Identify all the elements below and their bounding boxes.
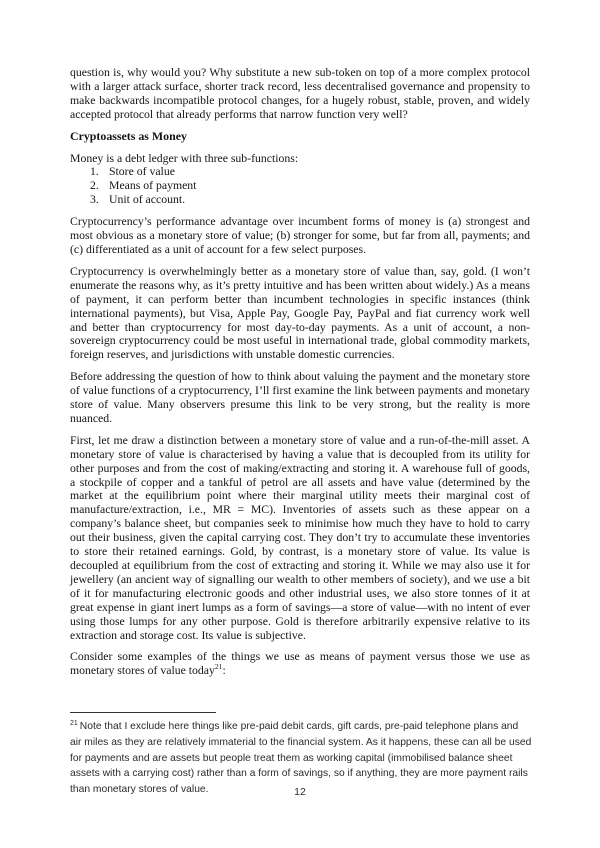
list-item-label: Unit of account. xyxy=(109,193,186,207)
paragraph-monetary-store-distinction: First, let me draw a distinction between a monetary store of value and a run-of-the-mill asset. A monetary store of value is characterised by having a value that is decoupled from its utility for other purposes and from the cost of making/extracting and storing it. A warehouse full of goods, a stockpile of copper and a tankful of petrol are all assets and have value (determined by the market at the equilibrium point where their marginal utility meets their marginal cost of manufacture/extraction, i.e., MR = MC). Inventories of assets such as these appear on a company’s balance sheet, but companies seek to minimise how much they have to hold to carry out their business, given the capital carrying cost. They don’t try to accumulate these inventories to store their retained earnings. Gold, by contrast, is a monetary store of value. Its value is decoupled at equilibrium from the cost of extracting and storing it. While we may also use it for jewellery (an ancient way of signalling our wealth to other members of society), and we use a bit of it for manufacturing electronic goods and other industrial uses, we also store tonnes of it at great expense in giant inert lumps as a form of savings—a store of value—with no intent of ever using those lumps for any other purpose. Gold is therefore arbitrarily expensive relative to its extraction and storage cost. Its value is subjective. xyxy=(70,433,530,642)
footnote-reference: 21 xyxy=(214,662,223,672)
footnote-marker: 21 xyxy=(70,719,78,727)
section-heading: Cryptoassets as Money xyxy=(70,128,187,143)
page-number: 12 xyxy=(294,786,306,798)
list-item-number: 2. xyxy=(90,179,99,193)
paragraph-money-intro: Money is a debt ledger with three sub-functions: xyxy=(70,151,299,165)
list-item xyxy=(70,165,530,179)
list-item-label: Means of payment xyxy=(109,179,197,193)
closing-text: Consider some examples of the things we use as means of payment versus those we use as monetary stores of value today xyxy=(70,650,530,678)
list-item xyxy=(70,179,530,193)
paragraph-store-of-value-comparison: Cryptocurrency is overwhelmingly better as a monetary store of value than, say, gold. (I won’t enumerate the reasons why, as it’s pretty intuitive and has been written about widely.) As a means of payment, it can perform better than incumbent technologies in specific instances (think international payments), but Visa, Apple Pay, Google Pay, PayPal and fiat currency work well and better than cryptocurrency for most day-to-day payments. As a unit of account, a non-sovereign cryptocurrency could be most useful in international trade, global commodity markets, foreign reserves, and jurisdictions with unstable domestic currencies. xyxy=(70,264,530,362)
closing-colon: : xyxy=(222,664,226,678)
list-item-label: Store of value xyxy=(109,165,175,179)
paragraph-payments-link: Before addressing the question of how to think about valuing the payment and the monetary store of value functions of a cryptocurrency, I’ll first examine the link between payments and monetary store of value. Many observers presume this link to be very strong, but the reality is more nuanced. xyxy=(70,370,530,425)
footnote-separator xyxy=(70,712,216,713)
footnote-text: Note that I exclude here things like pre-paid debit cards, gift cards, pre-paid telephone plans and air miles as they are relatively immaterial to the financial system. As it happens, these can all be used for payments and are assets but people treat them as working capital (immobilised balance sheet assets with a carrying cost) rather than a form of savings, so if anything, they are more payment rails than monetary stores of value. xyxy=(70,721,532,796)
list-item-number: 3. xyxy=(90,193,99,207)
paragraph-performance-advantage: Cryptocurrency’s performance advantage over incumbent forms of money is (a) strongest and most obvious as a monetary store of value; (b) stronger for some, but far from all, payments; and (c) differentiated as a unit of account for a few select purposes. xyxy=(70,215,530,256)
paragraph-closing xyxy=(70,650,530,678)
page-body xyxy=(70,66,530,678)
paragraph-opening: question is, why would you? Why substitute a new sub-token on top of a more complex protocol with a larger attack surface, shorter track record, less decentralised governance and propensity to make backwards incompatible protocol changes, for a hugely robust, stable, proven, and widely accepted protocol that already performs that narrow function very well? xyxy=(70,66,530,121)
list-item-number: 1. xyxy=(90,165,99,179)
sub-functions-list xyxy=(70,165,530,207)
list-item xyxy=(70,193,530,207)
